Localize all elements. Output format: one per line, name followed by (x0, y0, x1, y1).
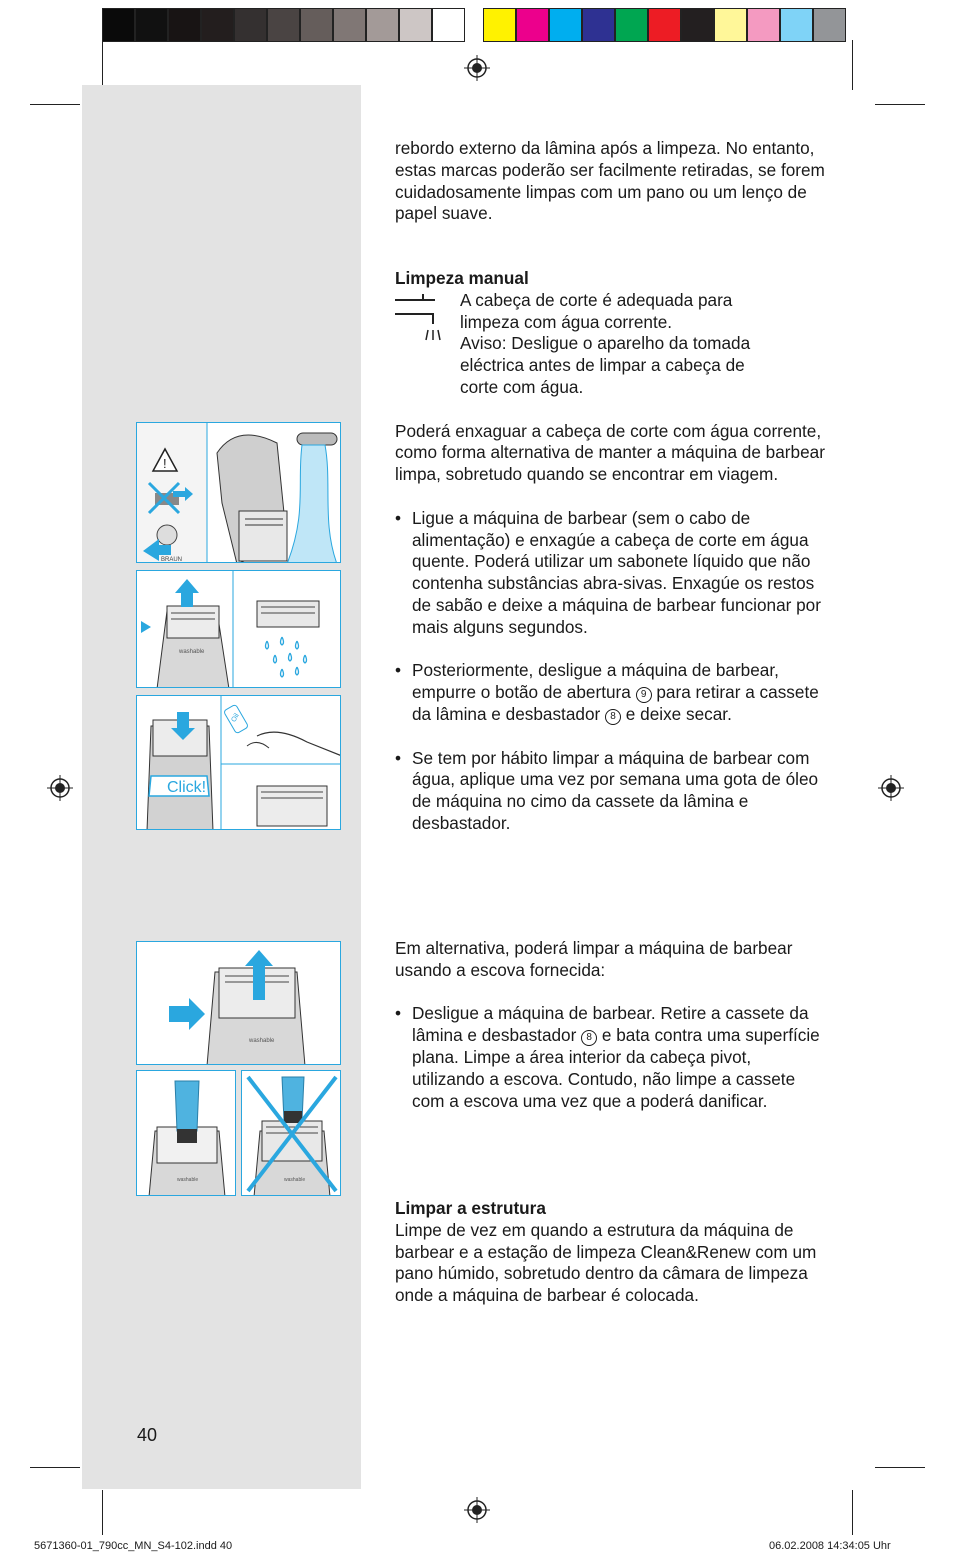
intro-paragraph: rebordo externo da lâmina após a limpeza. No entanto, estas marcas poderão ser facilmente retiradas, se forem cuidadosamente limpas com um pano ou um lenço de papel suave. (395, 138, 825, 224)
color-swatch (516, 8, 549, 42)
section-manual-cleaning (395, 268, 825, 835)
page-number: 40 (137, 1425, 158, 1445)
rinse-paragraph: Poderá enxaguar a cabeça de corte com água corrente, como forma alternativa de manter a máquina de barbear limpa, sobretudo quando se encontrar em viagem. (395, 420, 825, 485)
svg-text:!: ! (163, 456, 167, 471)
crop-mark (30, 1467, 80, 1468)
washable-label: washable (179, 649, 205, 655)
crop-mark (875, 1467, 925, 1468)
registration-mark-icon (47, 775, 73, 801)
brand-label: BRAUN (161, 557, 183, 563)
color-swatch (102, 8, 135, 42)
housing-paragraph: Limpe de vez em quando a estrutura da máquina de barbear e a estação de limpeza Clean&Renew com um pano húmido, sobretudo dentro da câmara de limpeza onde a máquina de barbear é colocada. (395, 1219, 817, 1306)
manual-line-1: A cabeça de corte é adequada para (460, 289, 733, 310)
crop-mark (875, 104, 925, 105)
illustration-rinse-under-tap (136, 422, 341, 563)
ref-cassette-number: 8 (605, 709, 621, 725)
color-swatch (714, 8, 747, 42)
color-swatch (582, 8, 615, 42)
color-swatch (780, 8, 813, 42)
ref-cassette-number: 8 (581, 1030, 597, 1046)
color-swatch (483, 8, 516, 42)
color-swatch (747, 8, 780, 42)
crop-mark (102, 1490, 103, 1535)
color-swatch (168, 8, 201, 42)
water-tap-icon (395, 294, 445, 342)
bullet-remove-cassette: • Posteriormente, desligue a máquina de barbear, empurre o botão de abertura 9 para retirar a cassete da lâmina e desbastador 8 e deixe secar. (395, 660, 825, 725)
color-swatch (549, 8, 582, 42)
manual-line-2: limpeza com água corrente. (460, 311, 673, 332)
crop-mark (30, 104, 80, 105)
crop-mark (102, 40, 103, 90)
crop-mark (852, 1490, 853, 1535)
illustration-brush-wrong (241, 1070, 341, 1196)
illustration-brush-head (136, 1070, 236, 1196)
color-swatch (201, 8, 234, 42)
washable-label: washable (284, 1177, 306, 1183)
footer-date: 06.02.2008 14:34:05 Uhr (769, 1540, 891, 1552)
registration-mark-icon (464, 1497, 490, 1523)
color-swatch (267, 8, 300, 42)
manual-line-3: Aviso: Desligue o aparelho da tomada (460, 333, 751, 354)
color-swatch (333, 8, 366, 42)
color-swatch (300, 8, 333, 42)
color-swatch (648, 8, 681, 42)
illustration-click-oil (136, 695, 341, 830)
manual-heading: Limpeza manual (395, 268, 529, 288)
color-swatch (681, 8, 714, 42)
color-swatch (234, 8, 267, 42)
bullet-brush: • Desligue a máquina de barbear. Retire a cassete da lâmina e desbastador 8 e bata contra uma superfície plana. Limpe a área interior da cabeça pivot, utilizando a escova. Contudo, não limpe a cassete com a escova uma vez que a poderá danificar. (395, 1003, 825, 1112)
color-swatch (399, 8, 432, 42)
illustration-rinse-drops (136, 570, 341, 688)
color-swatch (432, 8, 465, 42)
brush-paragraph: Em alternativa, poderá limpar a máquina de barbear usando a escova fornecida: (395, 938, 793, 980)
housing-heading: Limpar a estrutura (395, 1198, 546, 1218)
registration-mark-icon (878, 775, 904, 801)
color-swatch (813, 8, 846, 42)
footer-file: 5671360-01_790cc_MN_S4-102.indd 40 (34, 1540, 233, 1552)
washable-label: washable (249, 1038, 275, 1044)
section-brush-cleaning (395, 938, 825, 1112)
illustration-remove-cassette (136, 941, 341, 1065)
color-swatch (615, 8, 648, 42)
manual-line-4: eléctrica antes de limpar a cabeça de (460, 355, 745, 376)
color-swatch (366, 8, 399, 42)
color-bar-grayscale (102, 8, 465, 42)
crop-mark (852, 40, 853, 90)
bullet-oil: • Se tem por hábito limpar a máquina de barbear com água, aplique uma vez por semana uma gota de óleo de máquina no cimo da cassete da lâmina e desbastador. (395, 748, 825, 835)
washable-label: washable (177, 1177, 199, 1183)
ref-button-number: 9 (636, 687, 652, 703)
manual-line-5: corte com água. (460, 376, 584, 397)
section-housing-cleaning (395, 1198, 825, 1307)
bullet-rinse: • Ligue a máquina de barbear (sem o cabo de alimentação) e enxagúe a cabeça de corte em água quente. Poderá utilizar um sabonete líquido que não contenha substâncias abra-sivas. Enxagúe os restos de sabão e deixe a máquina de barbear funcionar por mais alguns segundos. (395, 508, 825, 639)
click-label: Click! (167, 779, 207, 796)
color-bar-process (483, 8, 846, 42)
color-swatch (135, 8, 168, 42)
oil-label: Oil (230, 712, 241, 724)
registration-mark-icon (464, 55, 490, 81)
